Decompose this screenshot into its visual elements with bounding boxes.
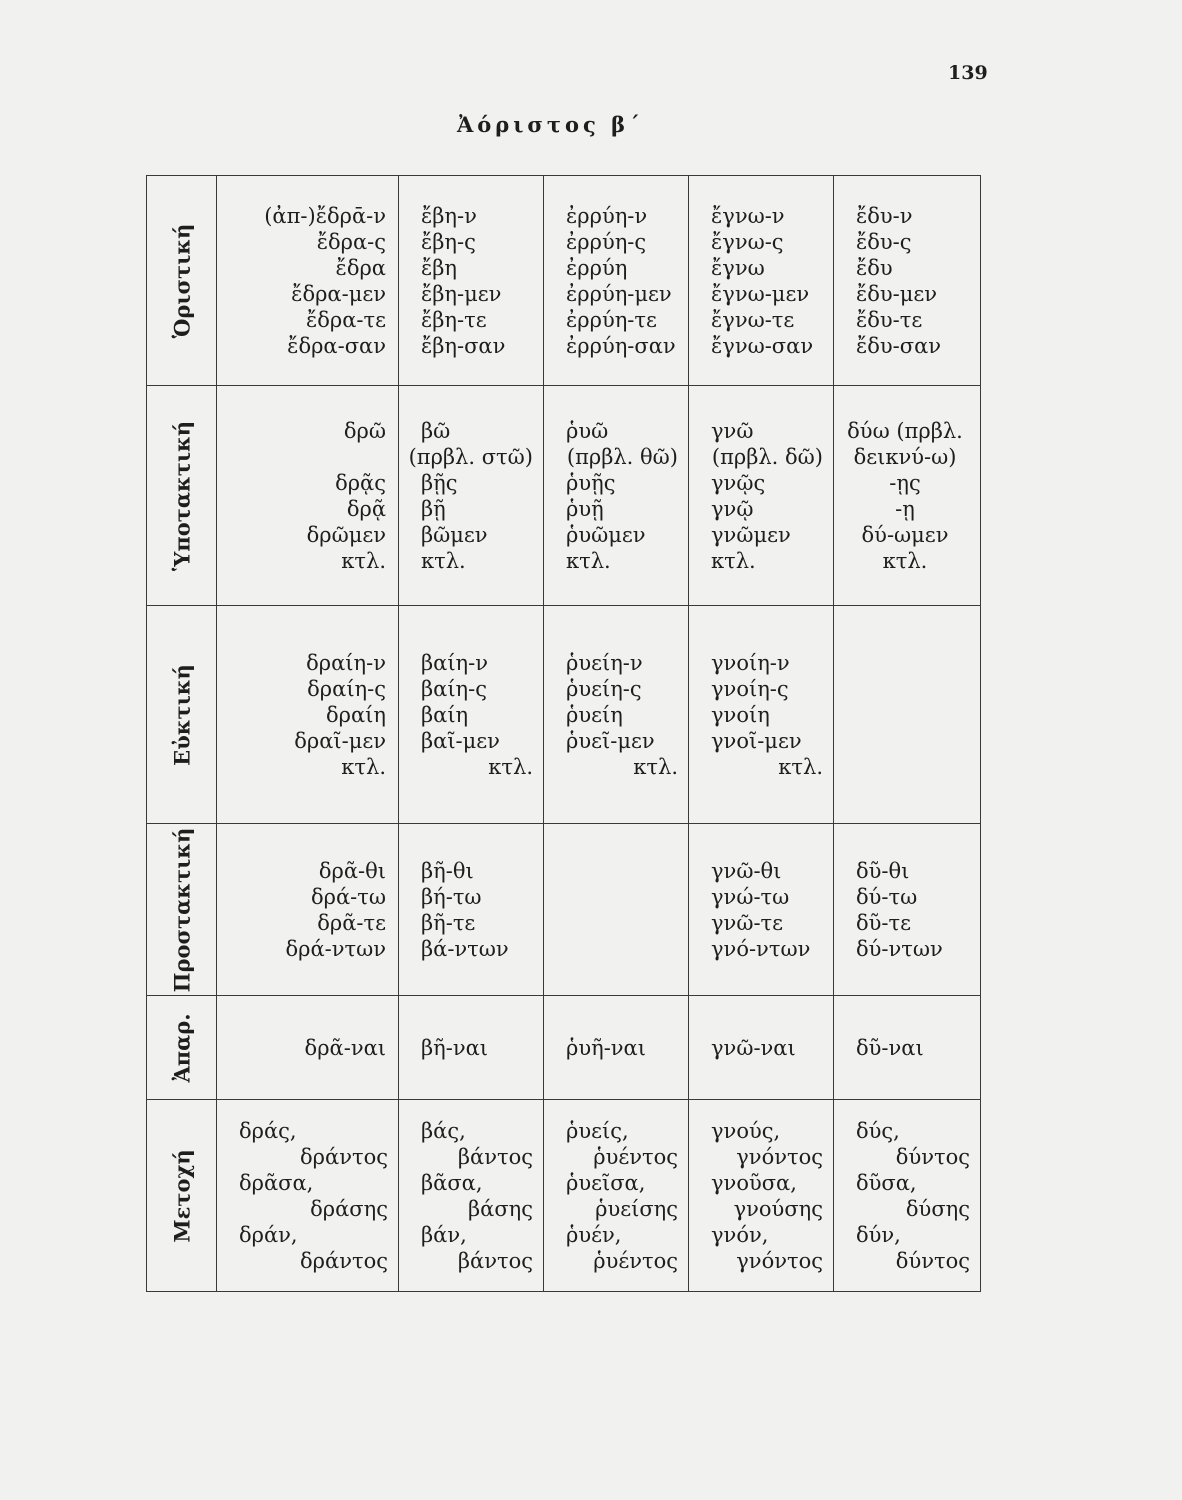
verb-form: δεικνύ-ω) — [853, 444, 957, 469]
verb-form: γνούσης — [733, 1196, 823, 1221]
mood-row — [147, 386, 981, 606]
form-cell — [399, 824, 544, 996]
verb-form: ἔβη-τε — [421, 307, 487, 332]
verb-form: γνοίη-ν — [711, 650, 790, 675]
form-cell — [544, 176, 689, 386]
form-cell — [399, 386, 544, 606]
form-cell — [217, 176, 399, 386]
verb-form: δῦσα, — [856, 1170, 917, 1195]
verb-form: βῶ — [421, 418, 451, 443]
verb-form: κτλ. — [566, 548, 611, 573]
form-cell — [834, 606, 981, 824]
verb-form: ῥυῶμεν — [566, 522, 646, 547]
form-cell — [689, 386, 834, 606]
verb-form: βαίη-ς — [421, 676, 487, 701]
mood-row — [147, 824, 981, 996]
mood-cell — [147, 606, 217, 824]
form-cell — [217, 996, 399, 1100]
verb-form: ἔγνω-μεν — [711, 281, 810, 306]
form-cell — [217, 1100, 399, 1292]
form-cell — [399, 176, 544, 386]
mood-row — [147, 996, 981, 1100]
verb-form: ἐρρύη-ς — [566, 229, 647, 254]
verb-form: γνῶ — [711, 418, 754, 443]
form-cell — [689, 996, 834, 1100]
verb-form: ῥυείη — [566, 702, 623, 727]
verb-form: ῥυείη-ν — [566, 650, 643, 675]
mood-cell — [147, 176, 217, 386]
verb-form: ἔδρα-μεν — [291, 281, 386, 306]
mood-label: Εὐκτική — [169, 663, 194, 766]
verb-form: δῦ-τε — [856, 910, 912, 935]
mood-cell — [147, 824, 217, 996]
verb-form: βάσης — [468, 1196, 533, 1221]
verb-form: δράσης — [310, 1196, 388, 1221]
verb-form: ἔδρα-τε — [305, 307, 386, 332]
verb-form: ἐρρύη-σαν — [566, 333, 676, 358]
verb-form: δύντος — [895, 1248, 970, 1273]
verb-form: βάν, — [421, 1222, 467, 1247]
form-cell — [544, 824, 689, 996]
verb-form: γνούς, — [711, 1118, 781, 1143]
verb-form: ἔδυ — [856, 255, 893, 280]
form-cell — [544, 1100, 689, 1292]
verb-form: ἔβη-ν — [421, 203, 477, 228]
verb-form: δύσης — [905, 1196, 970, 1221]
form-cell — [544, 606, 689, 824]
verb-form: ἐρρύη-τε — [566, 307, 657, 332]
verb-form: ῥυέντος — [593, 1144, 678, 1169]
verb-form: γνόν, — [711, 1222, 769, 1247]
mood-label: Μετοχή — [169, 1148, 194, 1243]
verb-form: -ῃς — [889, 470, 921, 495]
verb-form: ῥυέντος — [593, 1248, 678, 1273]
verb-form: γνοῦσα, — [711, 1170, 797, 1195]
verb-form: γνοίη-ς — [711, 676, 789, 701]
verb-form: κτλ. — [421, 548, 466, 573]
mood-label: Προστακτική — [169, 827, 194, 992]
verb-form: ἔδρα — [335, 255, 386, 280]
verb-form: δύ-τω — [856, 884, 918, 909]
form-cell — [544, 386, 689, 606]
verb-form: ἔγνω — [711, 255, 765, 280]
mood-label: Ὑποτακτική — [169, 420, 194, 571]
form-cell — [834, 176, 981, 386]
verb-form: βῆ-θι — [421, 858, 474, 883]
mood-row — [147, 176, 981, 386]
form-cell — [834, 824, 981, 996]
verb-form: δύω (πρβλ. — [847, 418, 963, 443]
form-cell — [689, 176, 834, 386]
verb-form: ῥυεῖσα, — [566, 1170, 646, 1195]
verb-form: δρᾷ — [346, 496, 386, 521]
verb-form: ἐρρύη-ν — [566, 203, 648, 228]
verb-form: κτλ. — [711, 548, 756, 573]
verb-form: δράντος — [300, 1144, 388, 1169]
form-cell — [399, 996, 544, 1100]
verb-form: (ἀπ-)ἔδρᾱ-ν — [264, 203, 386, 228]
mood-cell — [147, 996, 217, 1100]
form-cell — [399, 1100, 544, 1292]
verb-form: δρᾶ-ναι — [304, 1035, 386, 1060]
form-cell — [689, 606, 834, 824]
verb-form: ῥυῶ — [566, 418, 609, 443]
verb-form: δύ-ωμεν — [861, 522, 949, 547]
verb-form: γνό-ντων — [711, 936, 811, 961]
verb-form: ἔδυ-μεν — [856, 281, 938, 306]
mood-cell — [147, 1100, 217, 1292]
verb-form: γνῶμεν — [711, 522, 791, 547]
verb-form: γνῶ-τε — [711, 910, 784, 935]
aorist-conjugation-table — [146, 175, 981, 1292]
verb-form: δράς, — [239, 1118, 297, 1143]
verb-form: βῶμεν — [421, 522, 488, 547]
verb-form: γνόντος — [736, 1144, 823, 1169]
verb-form: βά-ντων — [421, 936, 509, 961]
verb-form: ἔβη-ς — [421, 229, 476, 254]
verb-form: ἐρρύη — [566, 255, 628, 280]
form-cell — [834, 1100, 981, 1292]
form-cell — [834, 386, 981, 606]
verb-form: γνόντος — [736, 1248, 823, 1273]
verb-form: βαῖ-μεν — [421, 728, 500, 753]
verb-form — [379, 444, 386, 470]
verb-form: βάς, — [421, 1118, 466, 1143]
verb-form: κτλ. — [633, 754, 678, 779]
verb-form: ἔγνω-τε — [711, 307, 795, 332]
verb-form: δῦ-θι — [856, 858, 910, 883]
verb-form: κτλ. — [341, 548, 386, 573]
verb-form: βαίη — [421, 702, 469, 727]
verb-form: ἔγνω-σαν — [711, 333, 814, 358]
verb-form: -ῃ — [895, 496, 915, 521]
verb-form: βάντος — [457, 1144, 533, 1169]
verb-form: δύς, — [856, 1118, 900, 1143]
verb-form: γνῶ-ναι — [711, 1035, 796, 1060]
verb-form: (πρβλ. δῶ) — [711, 444, 823, 469]
page-number: 139 — [948, 62, 988, 84]
verb-form: βάντος — [457, 1248, 533, 1273]
verb-form: δῦ-ναι — [856, 1035, 924, 1060]
verb-form: ἔβη-σαν — [421, 333, 506, 358]
verb-form: δραίη-ν — [306, 650, 386, 675]
verb-form: βῆ-ναι — [421, 1035, 488, 1060]
verb-form: ἔδρα-ς — [316, 229, 386, 254]
verb-form: ἔβη-μεν — [421, 281, 502, 306]
verb-form: βῆ-τε — [421, 910, 476, 935]
verb-form: ῥυεῖ-μεν — [566, 728, 655, 753]
verb-form: κτλ. — [488, 754, 533, 779]
verb-form: ῥυέν, — [566, 1222, 622, 1247]
form-cell — [689, 824, 834, 996]
verb-form: γνοίη — [711, 702, 770, 727]
verb-form: γνῷς — [711, 470, 766, 495]
verb-form: ἔγνω-ς — [711, 229, 784, 254]
verb-form: ἔδυ-τε — [856, 307, 923, 332]
page-title: Ἀόριστος β΄ — [457, 112, 644, 137]
verb-form: ῥυῇς — [566, 470, 616, 495]
verb-form: δραῖ-μεν — [294, 728, 386, 753]
verb-form: ἔδυ-ς — [856, 229, 912, 254]
verb-form: κτλ. — [341, 754, 386, 779]
verb-form: βή-τω — [421, 884, 482, 909]
verb-form: δραίη — [326, 702, 386, 727]
mood-row — [147, 606, 981, 824]
verb-form: γνῷ — [711, 496, 754, 521]
verb-form: ῥυῆ-ναι — [566, 1035, 646, 1060]
verb-form: δρᾷς — [335, 470, 386, 495]
verb-form: βᾶσα, — [421, 1170, 483, 1195]
verb-form: δρά-ντων — [285, 936, 386, 961]
form-cell — [544, 996, 689, 1100]
verb-form: δρά-τω — [310, 884, 386, 909]
verb-form: ἔδρα-σαν — [287, 333, 386, 358]
mood-cell — [147, 386, 217, 606]
verb-form: κτλ. — [882, 548, 928, 573]
form-cell — [217, 824, 399, 996]
form-cell — [399, 606, 544, 824]
verb-form: βαίη-ν — [421, 650, 488, 675]
mood-row — [147, 1100, 981, 1292]
verb-form: δρῶμεν — [306, 522, 386, 547]
verb-form: βῇς — [421, 470, 458, 495]
verb-form: ἔδυ-ν — [856, 203, 913, 228]
verb-form: δραίη-ς — [307, 676, 386, 701]
verb-form: ῥυῇ — [566, 496, 604, 521]
mood-label: Ὁριστική — [169, 223, 194, 338]
verb-form: δράντος — [300, 1248, 388, 1273]
verb-form: δρᾶ-θι — [318, 858, 386, 883]
form-cell — [834, 996, 981, 1100]
verb-form: δύν, — [856, 1222, 901, 1247]
verb-form: ἔδυ-σαν — [856, 333, 942, 358]
verb-form: ῥυείσης — [595, 1196, 678, 1221]
verb-form: δράν, — [239, 1222, 298, 1247]
verb-form: δρῶ — [343, 418, 386, 443]
form-cell — [217, 606, 399, 824]
verb-form: (πρβλ. θῶ) — [566, 444, 678, 469]
verb-form: (πρβλ. στῶ) — [408, 444, 533, 469]
verb-form: ἔγνω-ν — [711, 203, 785, 228]
verb-form: βῇ — [421, 496, 446, 521]
verb-form: δρᾶσα, — [239, 1170, 314, 1195]
verb-form: γνοῖ-μεν — [711, 728, 802, 753]
verb-form: κτλ. — [778, 754, 823, 779]
verb-form: δύντος — [895, 1144, 970, 1169]
verb-form: δρᾶ-τε — [317, 910, 386, 935]
verb-form: ἔβη — [421, 255, 457, 280]
verb-form: ἐρρύη-μεν — [566, 281, 672, 306]
verb-form: γνώ-τω — [711, 884, 790, 909]
verb-form: γνῶ-θι — [711, 858, 782, 883]
verb-form: δύ-ντων — [856, 936, 943, 961]
verb-form: ῥυείη-ς — [566, 676, 642, 701]
form-cell — [217, 386, 399, 606]
form-cell — [689, 1100, 834, 1292]
verb-form: ῥυείς, — [566, 1118, 629, 1143]
mood-label: Ἀπαρ. — [169, 1012, 194, 1083]
